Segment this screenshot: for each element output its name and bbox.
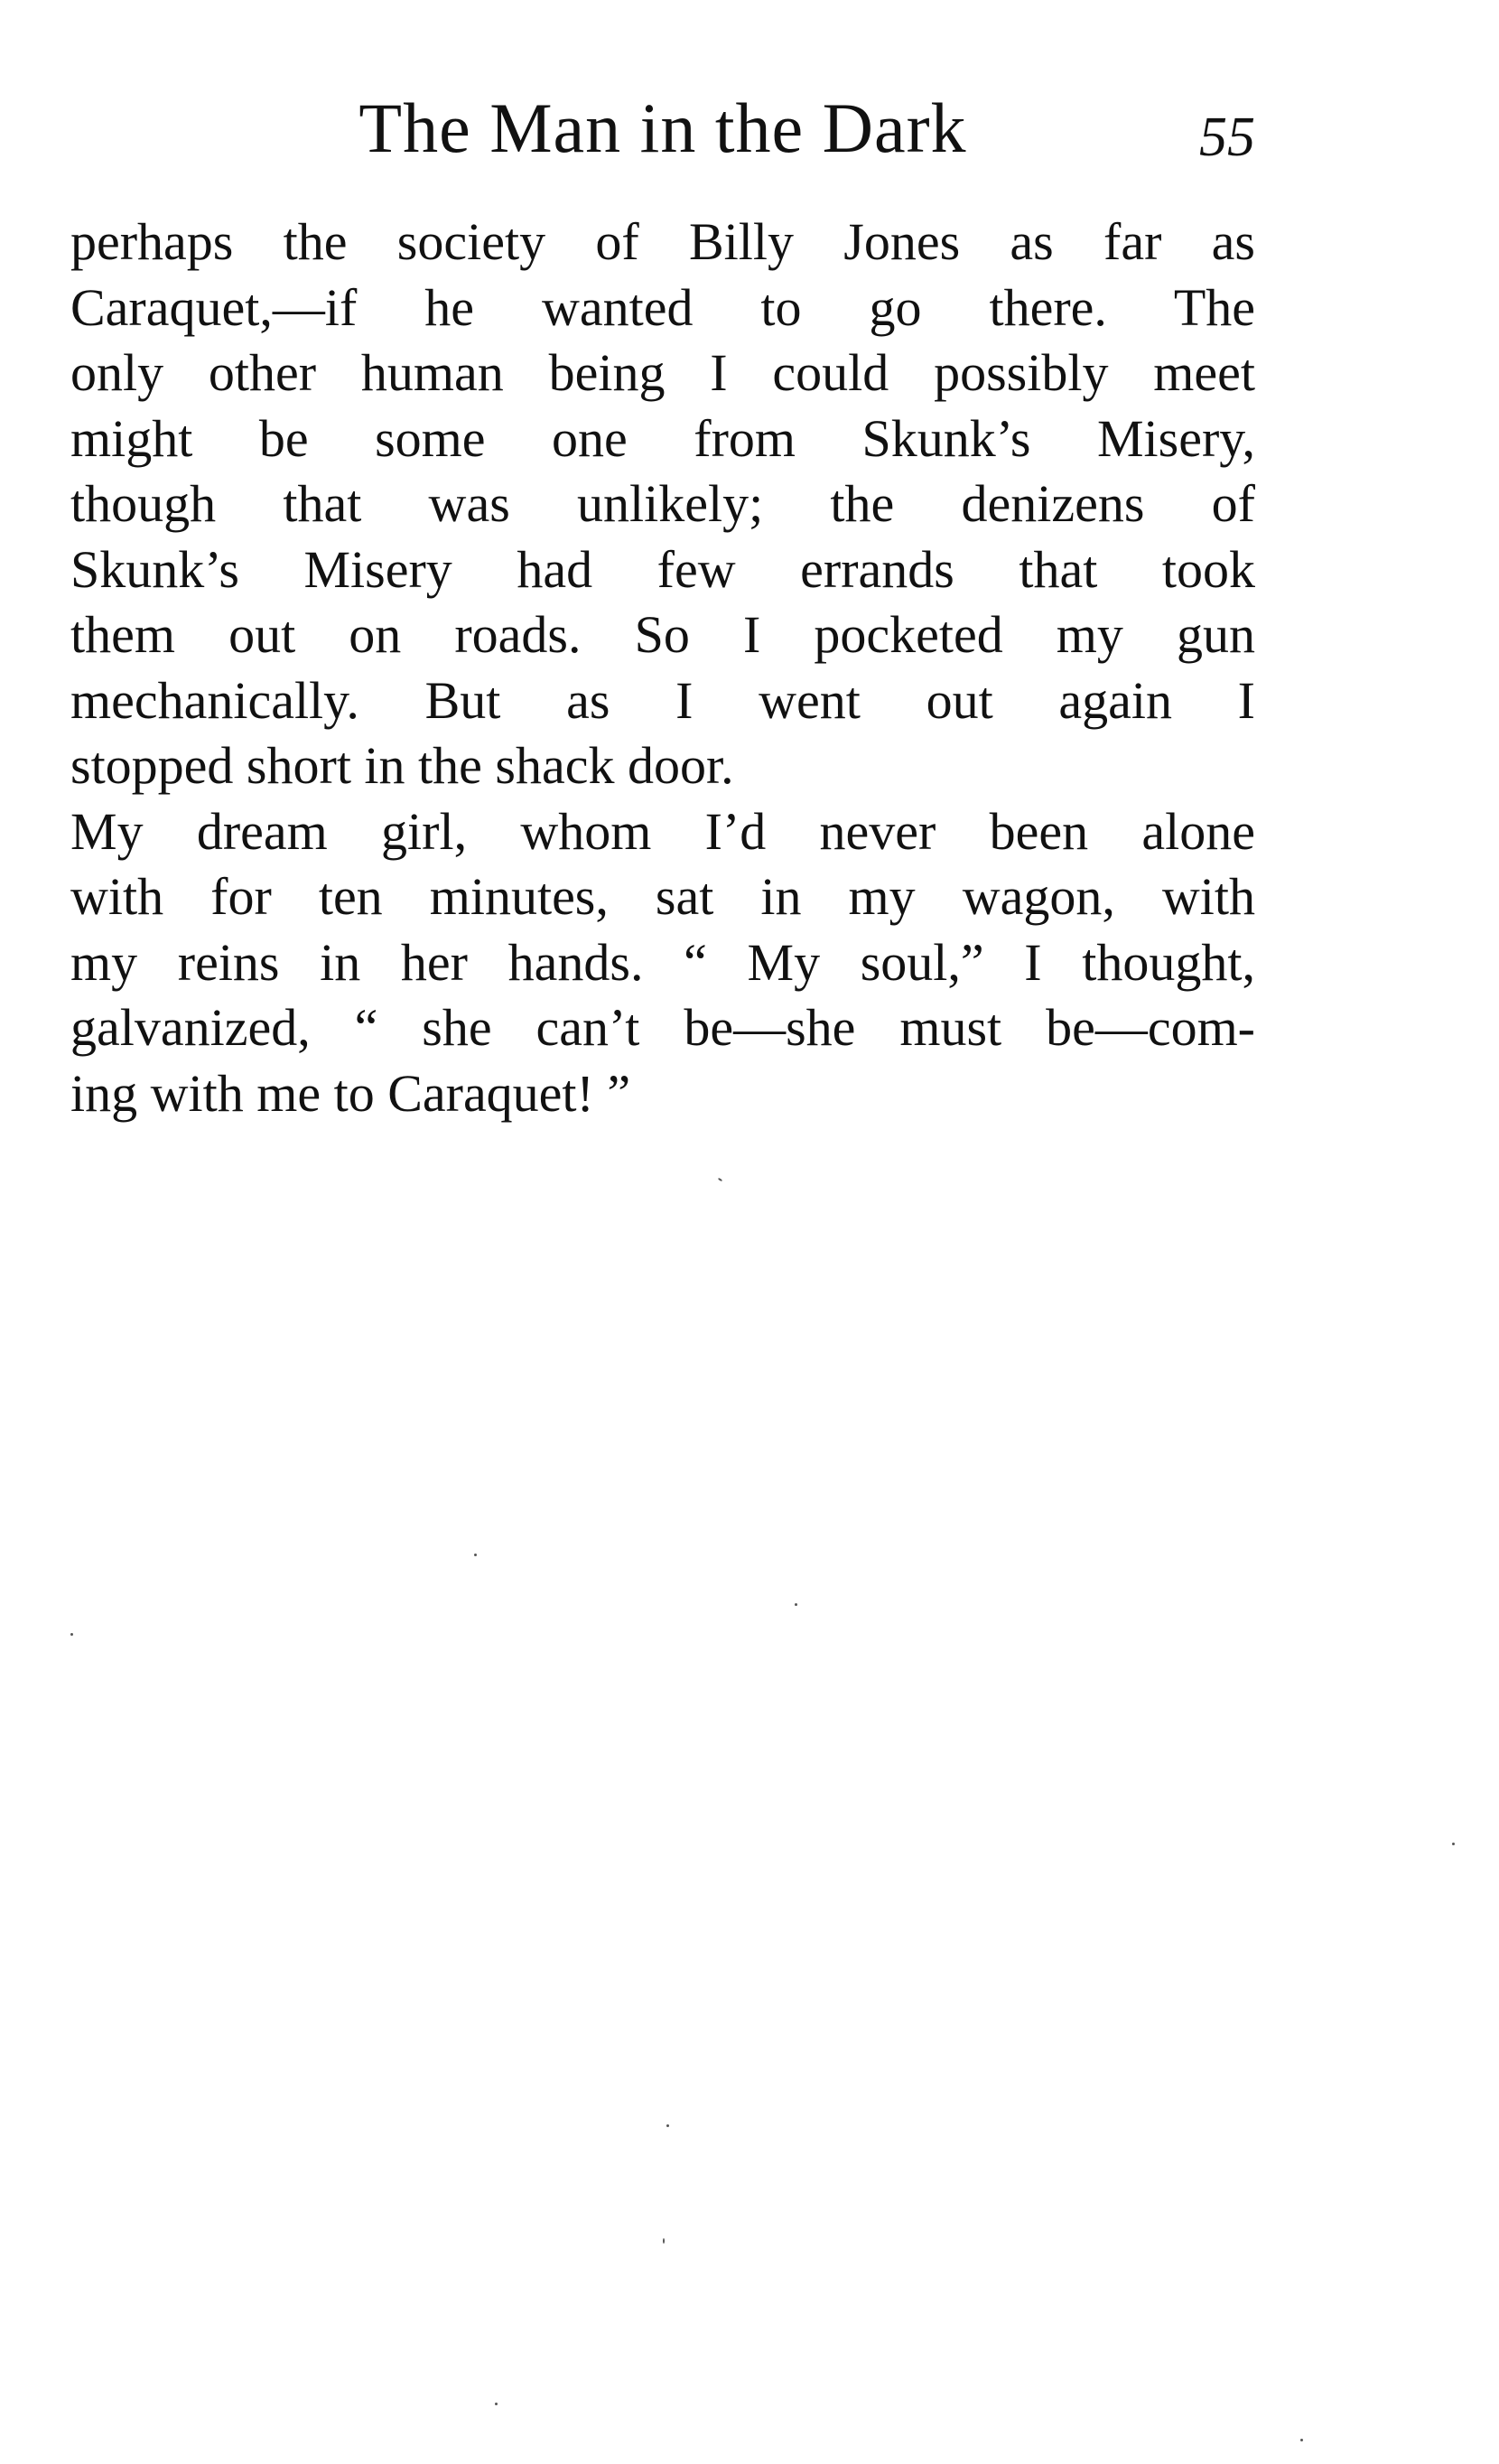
scan-speck (666, 2124, 669, 2127)
scan-speck (663, 2238, 665, 2244)
text-line: only other human being I could possibly meet (70, 343, 1255, 402)
scan-speck (495, 2403, 498, 2405)
paragraph-1 (70, 210, 1255, 799)
body-text (70, 210, 1255, 1126)
scan-speck (718, 1178, 722, 1182)
scan-speck (795, 1603, 797, 1606)
text-line: might be some one from Skunk’s Misery, (70, 408, 1255, 468)
text-line: mechanically. But as I went out again I (70, 670, 1255, 730)
text-line: galvanized, “ she can’t be—she must be—com- (70, 998, 1255, 1057)
scan-speck (70, 1633, 73, 1636)
scan-speck (1452, 1843, 1455, 1845)
text-line: with for ten minutes, sat in my wagon, with (70, 867, 1255, 926)
running-head (70, 83, 1255, 173)
page-number: 55 (1199, 107, 1255, 168)
running-title: The Man in the Dark (358, 89, 967, 167)
text-line: though that was unlikely; the denizens of (70, 474, 1255, 533)
scan-speck (474, 1554, 477, 1556)
text-line: them out on roads. So I pocketed my gun (70, 605, 1255, 664)
text-line: perhaps the society of Billy Jones as far as (70, 212, 1255, 271)
text-line: stopped short in the shack door. (70, 736, 734, 795)
text-line: Caraquet,—if he wanted to go there. The (70, 277, 1255, 337)
text-line: my reins in her hands. “ My soul,” I thought, (70, 932, 1255, 992)
text-line: ing with me to Caraquet! ” (70, 1063, 631, 1123)
paragraph-2 (70, 799, 1255, 1127)
scan-speck (1300, 2439, 1303, 2441)
text-line: My dream girl, whom I’d never been alone (70, 801, 1255, 861)
text-line: Skunk’s Misery had few errands that took (70, 539, 1255, 599)
